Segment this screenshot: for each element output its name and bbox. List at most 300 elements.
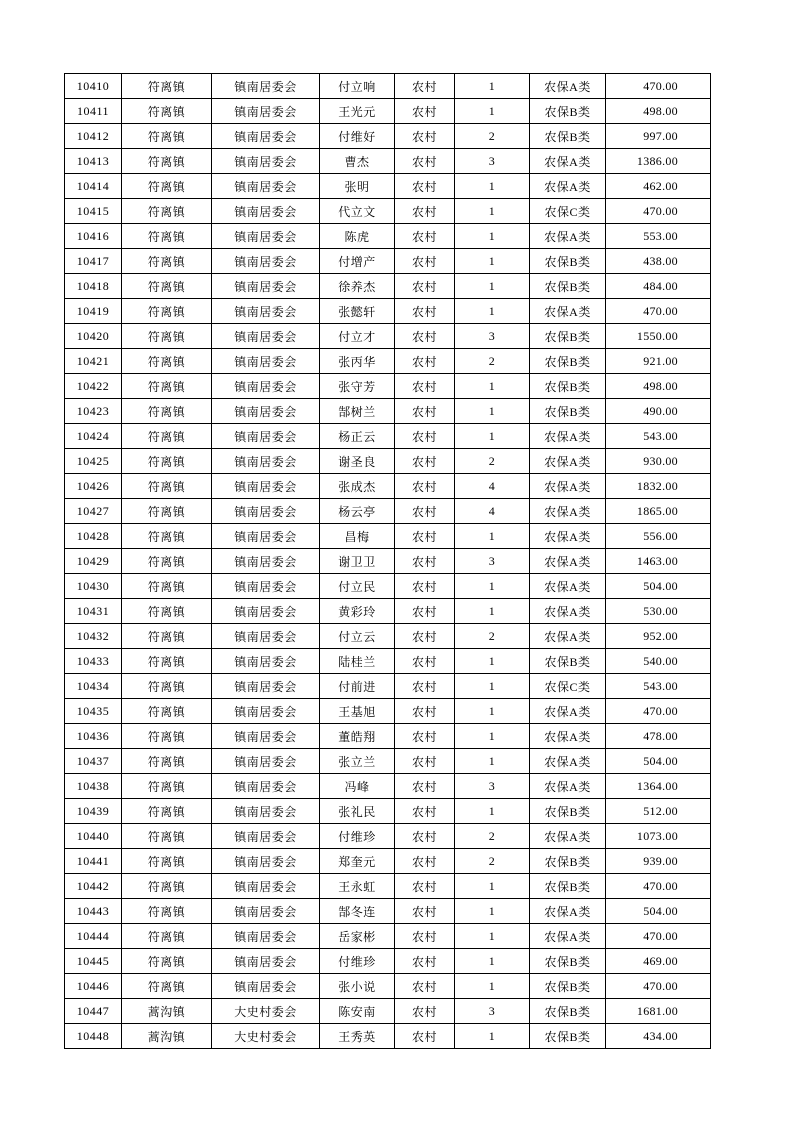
- cell-count: 1: [455, 574, 530, 599]
- cell-committee: 镇南居委会: [212, 399, 320, 424]
- cell-amount: 1865.00: [606, 499, 711, 524]
- cell-residence: 农村: [395, 474, 455, 499]
- cell-town: 符离镇: [122, 949, 212, 974]
- cell-name: 陈虎: [320, 224, 395, 249]
- table-row: [65, 599, 711, 624]
- cell-category: 农保B类: [530, 799, 606, 824]
- cell-name: 王基旭: [320, 699, 395, 724]
- cell-name: 张守芳: [320, 374, 395, 399]
- cell-town: 符离镇: [122, 849, 212, 874]
- cell-amount: 512.00: [606, 799, 711, 824]
- cell-committee: 镇南居委会: [212, 674, 320, 699]
- cell-name: 郜冬连: [320, 899, 395, 924]
- cell-name: 付维珍: [320, 949, 395, 974]
- table-row: [65, 399, 711, 424]
- cell-residence: 农村: [395, 349, 455, 374]
- cell-id: 10422: [65, 374, 122, 399]
- cell-id: 10433: [65, 649, 122, 674]
- cell-name: 付增产: [320, 249, 395, 274]
- cell-count: 1: [455, 424, 530, 449]
- cell-residence: 农村: [395, 649, 455, 674]
- cell-id: 10437: [65, 749, 122, 774]
- cell-category: 农保B类: [530, 124, 606, 149]
- cell-amount: 470.00: [606, 874, 711, 899]
- cell-residence: 农村: [395, 999, 455, 1024]
- cell-category: 农保C类: [530, 674, 606, 699]
- cell-name: 付维珍: [320, 824, 395, 849]
- cell-id: 10448: [65, 1024, 122, 1049]
- cell-residence: 农村: [395, 249, 455, 274]
- cell-amount: 434.00: [606, 1024, 711, 1049]
- cell-name: 郑奎元: [320, 849, 395, 874]
- cell-category: 农保A类: [530, 524, 606, 549]
- cell-residence: 农村: [395, 874, 455, 899]
- cell-name: 张明: [320, 174, 395, 199]
- cell-count: 3: [455, 324, 530, 349]
- cell-town: 符离镇: [122, 524, 212, 549]
- cell-count: 1: [455, 199, 530, 224]
- cell-category: 农保A类: [530, 824, 606, 849]
- cell-amount: 470.00: [606, 199, 711, 224]
- cell-count: 1: [455, 99, 530, 124]
- cell-town: 符离镇: [122, 249, 212, 274]
- cell-name: 张懿轩: [320, 299, 395, 324]
- table-row: [65, 74, 711, 99]
- cell-amount: 484.00: [606, 274, 711, 299]
- table-row: [65, 949, 711, 974]
- cell-committee: 镇南居委会: [212, 124, 320, 149]
- cell-count: 4: [455, 499, 530, 524]
- cell-name: 张丙华: [320, 349, 395, 374]
- cell-name: 王永虹: [320, 874, 395, 899]
- cell-name: 付立民: [320, 574, 395, 599]
- cell-amount: 939.00: [606, 849, 711, 874]
- table-row: [65, 174, 711, 199]
- cell-committee: 镇南居委会: [212, 474, 320, 499]
- cell-count: 1: [455, 874, 530, 899]
- cell-id: 10447: [65, 999, 122, 1024]
- cell-committee: 镇南居委会: [212, 724, 320, 749]
- cell-town: 符离镇: [122, 424, 212, 449]
- cell-id: 10425: [65, 449, 122, 474]
- cell-town: 符离镇: [122, 274, 212, 299]
- cell-name: 徐养杰: [320, 274, 395, 299]
- cell-amount: 462.00: [606, 174, 711, 199]
- cell-town: 符离镇: [122, 324, 212, 349]
- cell-amount: 1550.00: [606, 324, 711, 349]
- cell-amount: 470.00: [606, 699, 711, 724]
- cell-id: 10431: [65, 599, 122, 624]
- cell-town: 符离镇: [122, 574, 212, 599]
- table-row: [65, 149, 711, 174]
- cell-residence: 农村: [395, 924, 455, 949]
- cell-committee: 镇南居委会: [212, 974, 320, 999]
- cell-amount: 1364.00: [606, 774, 711, 799]
- table-row: [65, 874, 711, 899]
- cell-town: 符离镇: [122, 199, 212, 224]
- table-row: [65, 324, 711, 349]
- cell-town: 符离镇: [122, 224, 212, 249]
- cell-name: 杨云亭: [320, 499, 395, 524]
- cell-name: 付前进: [320, 674, 395, 699]
- cell-name: 王秀英: [320, 1024, 395, 1049]
- table-body: [65, 74, 711, 1049]
- cell-name: 付立响: [320, 74, 395, 99]
- table-row: [65, 649, 711, 674]
- cell-category: 农保B类: [530, 949, 606, 974]
- cell-residence: 农村: [395, 749, 455, 774]
- cell-count: 2: [455, 449, 530, 474]
- cell-residence: 农村: [395, 199, 455, 224]
- cell-category: 农保A类: [530, 774, 606, 799]
- cell-committee: 镇南居委会: [212, 549, 320, 574]
- cell-amount: 498.00: [606, 99, 711, 124]
- cell-id: 10412: [65, 124, 122, 149]
- cell-town: 蒿沟镇: [122, 1024, 212, 1049]
- table-row: [65, 724, 711, 749]
- benefits-table: [64, 73, 711, 1049]
- cell-committee: 镇南居委会: [212, 274, 320, 299]
- cell-town: 符离镇: [122, 899, 212, 924]
- cell-category: 农保A类: [530, 549, 606, 574]
- cell-amount: 921.00: [606, 349, 711, 374]
- cell-residence: 农村: [395, 824, 455, 849]
- cell-name: 岳家彬: [320, 924, 395, 949]
- table-row: [65, 999, 711, 1024]
- cell-category: 农保A类: [530, 474, 606, 499]
- table-row: [65, 349, 711, 374]
- table-row: [65, 924, 711, 949]
- cell-committee: 镇南居委会: [212, 649, 320, 674]
- cell-id: 10435: [65, 699, 122, 724]
- cell-count: 2: [455, 124, 530, 149]
- cell-residence: 农村: [395, 299, 455, 324]
- cell-name: 张小说: [320, 974, 395, 999]
- cell-id: 10443: [65, 899, 122, 924]
- cell-amount: 543.00: [606, 424, 711, 449]
- table-row: [65, 124, 711, 149]
- cell-committee: 镇南居委会: [212, 174, 320, 199]
- cell-id: 10428: [65, 524, 122, 549]
- cell-id: 10444: [65, 924, 122, 949]
- cell-committee: 镇南居委会: [212, 74, 320, 99]
- cell-name: 张礼民: [320, 799, 395, 824]
- cell-count: 4: [455, 474, 530, 499]
- table-row: [65, 899, 711, 924]
- cell-id: 10446: [65, 974, 122, 999]
- cell-town: 符离镇: [122, 74, 212, 99]
- cell-count: 2: [455, 824, 530, 849]
- cell-count: 3: [455, 549, 530, 574]
- table-row: [65, 549, 711, 574]
- cell-committee: 镇南居委会: [212, 349, 320, 374]
- cell-count: 2: [455, 849, 530, 874]
- cell-committee: 镇南居委会: [212, 524, 320, 549]
- cell-committee: 镇南居委会: [212, 824, 320, 849]
- cell-amount: 469.00: [606, 949, 711, 974]
- cell-id: 10421: [65, 349, 122, 374]
- cell-residence: 农村: [395, 224, 455, 249]
- cell-id: 10410: [65, 74, 122, 99]
- cell-amount: 470.00: [606, 299, 711, 324]
- cell-name: 付维好: [320, 124, 395, 149]
- cell-town: 符离镇: [122, 449, 212, 474]
- cell-town: 符离镇: [122, 649, 212, 674]
- cell-count: 3: [455, 149, 530, 174]
- cell-id: 10430: [65, 574, 122, 599]
- cell-count: 1: [455, 924, 530, 949]
- cell-committee: 镇南居委会: [212, 899, 320, 924]
- cell-category: 农保B类: [530, 974, 606, 999]
- cell-id: 10411: [65, 99, 122, 124]
- cell-category: 农保A类: [530, 424, 606, 449]
- cell-town: 符离镇: [122, 624, 212, 649]
- cell-committee: 镇南居委会: [212, 199, 320, 224]
- cell-committee: 镇南居委会: [212, 299, 320, 324]
- cell-residence: 农村: [395, 74, 455, 99]
- cell-committee: 镇南居委会: [212, 599, 320, 624]
- cell-residence: 农村: [395, 774, 455, 799]
- cell-category: 农保A类: [530, 449, 606, 474]
- cell-count: 1: [455, 299, 530, 324]
- table-row: [65, 699, 711, 724]
- cell-residence: 农村: [395, 574, 455, 599]
- cell-amount: 530.00: [606, 599, 711, 624]
- table-row: [65, 224, 711, 249]
- cell-id: 10436: [65, 724, 122, 749]
- cell-count: 1: [455, 274, 530, 299]
- cell-residence: 农村: [395, 599, 455, 624]
- cell-residence: 农村: [395, 274, 455, 299]
- cell-count: 1: [455, 949, 530, 974]
- cell-count: 2: [455, 349, 530, 374]
- table-row: [65, 524, 711, 549]
- cell-town: 符离镇: [122, 349, 212, 374]
- cell-count: 1: [455, 524, 530, 549]
- cell-category: 农保B类: [530, 249, 606, 274]
- cell-category: 农保A类: [530, 724, 606, 749]
- cell-amount: 504.00: [606, 899, 711, 924]
- cell-residence: 农村: [395, 124, 455, 149]
- cell-amount: 470.00: [606, 974, 711, 999]
- cell-id: 10423: [65, 399, 122, 424]
- cell-town: 符离镇: [122, 749, 212, 774]
- cell-committee: 镇南居委会: [212, 699, 320, 724]
- cell-residence: 农村: [395, 624, 455, 649]
- cell-name: 王光元: [320, 99, 395, 124]
- cell-count: 1: [455, 674, 530, 699]
- cell-id: 10439: [65, 799, 122, 824]
- cell-residence: 农村: [395, 849, 455, 874]
- cell-count: 1: [455, 399, 530, 424]
- cell-amount: 543.00: [606, 674, 711, 699]
- cell-residence: 农村: [395, 799, 455, 824]
- cell-town: 符离镇: [122, 924, 212, 949]
- cell-amount: 1681.00: [606, 999, 711, 1024]
- table-row: [65, 424, 711, 449]
- cell-residence: 农村: [395, 499, 455, 524]
- cell-residence: 农村: [395, 1024, 455, 1049]
- cell-town: 符离镇: [122, 974, 212, 999]
- cell-committee: 镇南居委会: [212, 149, 320, 174]
- cell-residence: 农村: [395, 374, 455, 399]
- cell-committee: 镇南居委会: [212, 449, 320, 474]
- cell-amount: 540.00: [606, 649, 711, 674]
- cell-residence: 农村: [395, 399, 455, 424]
- cell-amount: 438.00: [606, 249, 711, 274]
- cell-town: 符离镇: [122, 124, 212, 149]
- cell-committee: 镇南居委会: [212, 849, 320, 874]
- cell-count: 3: [455, 999, 530, 1024]
- cell-category: 农保B类: [530, 399, 606, 424]
- cell-town: 符离镇: [122, 699, 212, 724]
- cell-id: 10424: [65, 424, 122, 449]
- table-row: [65, 449, 711, 474]
- table-row: [65, 974, 711, 999]
- cell-residence: 农村: [395, 449, 455, 474]
- cell-name: 代立文: [320, 199, 395, 224]
- cell-id: 10434: [65, 674, 122, 699]
- cell-amount: 930.00: [606, 449, 711, 474]
- table-row: [65, 799, 711, 824]
- cell-town: 符离镇: [122, 724, 212, 749]
- cell-amount: 470.00: [606, 74, 711, 99]
- cell-category: 农保B类: [530, 349, 606, 374]
- table-row: [65, 299, 711, 324]
- cell-committee: 镇南居委会: [212, 749, 320, 774]
- cell-category: 农保A类: [530, 149, 606, 174]
- cell-town: 符离镇: [122, 149, 212, 174]
- cell-name: 冯峰: [320, 774, 395, 799]
- cell-id: 10445: [65, 949, 122, 974]
- cell-residence: 农村: [395, 549, 455, 574]
- cell-amount: 1463.00: [606, 549, 711, 574]
- cell-category: 农保B类: [530, 1024, 606, 1049]
- cell-count: 1: [455, 699, 530, 724]
- cell-name: 黄彩玲: [320, 599, 395, 624]
- table-row: [65, 774, 711, 799]
- cell-committee: 镇南居委会: [212, 374, 320, 399]
- cell-count: 1: [455, 74, 530, 99]
- table-row: [65, 574, 711, 599]
- cell-category: 农保A类: [530, 899, 606, 924]
- table-row: [65, 374, 711, 399]
- cell-amount: 952.00: [606, 624, 711, 649]
- cell-category: 农保A类: [530, 499, 606, 524]
- table-row: [65, 99, 711, 124]
- cell-category: 农保B类: [530, 374, 606, 399]
- cell-name: 董皓翔: [320, 724, 395, 749]
- cell-category: 农保A类: [530, 749, 606, 774]
- cell-amount: 1386.00: [606, 149, 711, 174]
- table-row: [65, 1024, 711, 1049]
- cell-town: 蒿沟镇: [122, 999, 212, 1024]
- cell-amount: 490.00: [606, 399, 711, 424]
- cell-town: 符离镇: [122, 549, 212, 574]
- cell-residence: 农村: [395, 699, 455, 724]
- cell-category: 农保B类: [530, 99, 606, 124]
- cell-committee: 镇南居委会: [212, 774, 320, 799]
- cell-count: 2: [455, 624, 530, 649]
- cell-category: 农保A类: [530, 624, 606, 649]
- table-row: [65, 274, 711, 299]
- cell-town: 符离镇: [122, 874, 212, 899]
- cell-category: 农保A类: [530, 174, 606, 199]
- cell-town: 符离镇: [122, 774, 212, 799]
- cell-committee: 镇南居委会: [212, 324, 320, 349]
- cell-category: 农保B类: [530, 649, 606, 674]
- cell-amount: 1832.00: [606, 474, 711, 499]
- cell-residence: 农村: [395, 324, 455, 349]
- cell-id: 10415: [65, 199, 122, 224]
- cell-residence: 农村: [395, 674, 455, 699]
- cell-category: 农保C类: [530, 199, 606, 224]
- cell-count: 1: [455, 224, 530, 249]
- cell-category: 农保A类: [530, 299, 606, 324]
- cell-category: 农保B类: [530, 324, 606, 349]
- cell-amount: 478.00: [606, 724, 711, 749]
- cell-count: 1: [455, 649, 530, 674]
- cell-category: 农保B类: [530, 849, 606, 874]
- cell-name: 付立才: [320, 324, 395, 349]
- cell-count: 1: [455, 174, 530, 199]
- table-row: [65, 849, 711, 874]
- cell-committee: 镇南居委会: [212, 799, 320, 824]
- cell-town: 符离镇: [122, 824, 212, 849]
- cell-name: 郜树兰: [320, 399, 395, 424]
- cell-category: 农保A类: [530, 599, 606, 624]
- cell-town: 符离镇: [122, 474, 212, 499]
- cell-amount: 553.00: [606, 224, 711, 249]
- cell-category: 农保A类: [530, 574, 606, 599]
- cell-town: 符离镇: [122, 799, 212, 824]
- cell-committee: 大史村委会: [212, 1024, 320, 1049]
- cell-count: 1: [455, 799, 530, 824]
- cell-residence: 农村: [395, 524, 455, 549]
- table-row: [65, 749, 711, 774]
- cell-committee: 大史村委会: [212, 999, 320, 1024]
- cell-category: 农保B类: [530, 999, 606, 1024]
- cell-id: 10418: [65, 274, 122, 299]
- cell-residence: 农村: [395, 174, 455, 199]
- cell-id: 10438: [65, 774, 122, 799]
- cell-id: 10427: [65, 499, 122, 524]
- cell-id: 10416: [65, 224, 122, 249]
- cell-town: 符离镇: [122, 99, 212, 124]
- cell-residence: 农村: [395, 899, 455, 924]
- cell-residence: 农村: [395, 974, 455, 999]
- cell-residence: 农村: [395, 424, 455, 449]
- cell-id: 10420: [65, 324, 122, 349]
- cell-id: 10426: [65, 474, 122, 499]
- cell-category: 农保B类: [530, 274, 606, 299]
- cell-committee: 镇南居委会: [212, 424, 320, 449]
- cell-id: 10429: [65, 549, 122, 574]
- cell-name: 谢卫卫: [320, 549, 395, 574]
- cell-name: 曹杰: [320, 149, 395, 174]
- cell-town: 符离镇: [122, 374, 212, 399]
- cell-residence: 农村: [395, 99, 455, 124]
- cell-residence: 农村: [395, 724, 455, 749]
- cell-name: 谢圣良: [320, 449, 395, 474]
- cell-id: 10432: [65, 624, 122, 649]
- cell-category: 农保A类: [530, 74, 606, 99]
- cell-committee: 镇南居委会: [212, 924, 320, 949]
- table-row: [65, 499, 711, 524]
- cell-committee: 镇南居委会: [212, 574, 320, 599]
- cell-name: 昌梅: [320, 524, 395, 549]
- cell-committee: 镇南居委会: [212, 624, 320, 649]
